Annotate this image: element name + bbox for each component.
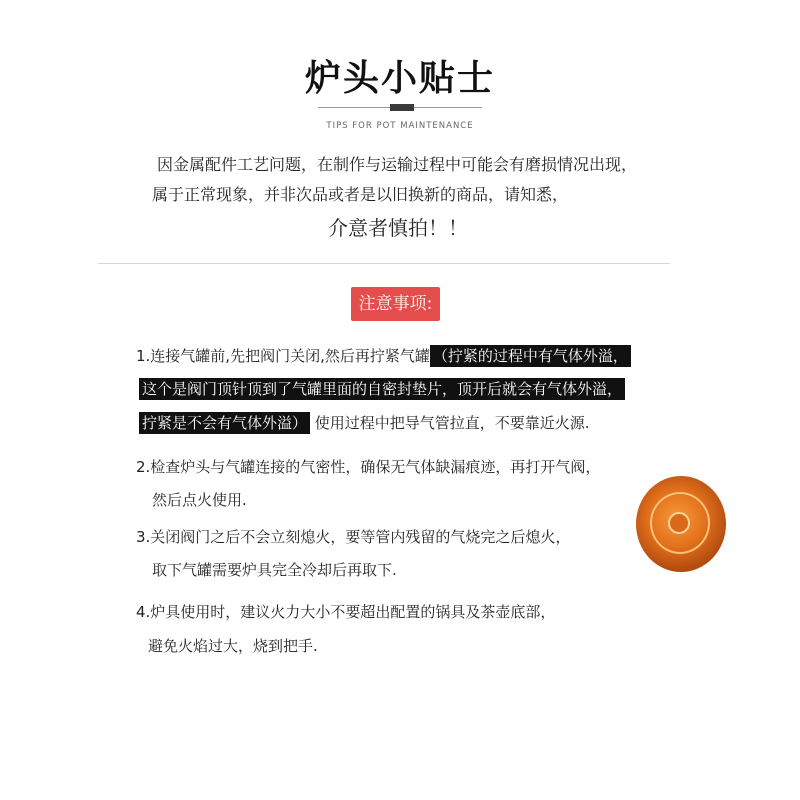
tip-1-highlight-3: 拧紧是不会有气体外溢） (139, 412, 310, 434)
tip-4-line-1: 4.炉具使用时，建议火力大小不要超出配置的锅具及茶壶底部， (136, 603, 556, 621)
tip-1-line-3 (139, 411, 590, 435)
tip-1-highlight-2: 这个是阀门顶针顶到了气罐里面的自密封垫片，顶开后就会有气体外溢， (139, 378, 625, 400)
tip-3-line-1: 3.关闭阀门之后不会立刻熄火，要等管内残留的气烧完之后熄火， (136, 528, 571, 546)
tip-2-line-2: 然后点火使用. (152, 491, 247, 509)
tip-1-text-end: 使用过程中把导气管拉直，不要靠近火源. (314, 414, 590, 432)
page-title: 炉头小贴士 (304, 58, 495, 99)
notice-label: 注意事项: (351, 287, 440, 321)
tip-2-line-1: 2.检查炉头与气罐连接的气密性，确保无气体缺漏痕迹，再打开气阀， (136, 458, 601, 476)
tip-1-highlight-1: （拧紧的过程中有气体外溢， (430, 345, 631, 367)
intro-line-3: 介意者慎拍！！ (328, 216, 468, 240)
intro-line-2: 属于正常现象，并非次品或者是以旧换新的商品，请知悉， (151, 185, 568, 204)
intro-line-1: 因金属配件工艺问题，在制作与运输过程中可能会有磨损情况出现， (156, 155, 637, 174)
section-divider (98, 263, 670, 264)
tip-3-line-2: 取下气罐需要炉具完全冷却后再取下. (152, 561, 397, 579)
tip-4-line-2: 避免火焰过大，烧到把手. (148, 637, 318, 655)
title-accent-bar (390, 104, 414, 111)
tip-1-line-2 (139, 377, 625, 401)
tip-1-line-1 (136, 344, 631, 368)
page-subtitle: TIPS FOR POT MAINTENANCE (326, 121, 474, 131)
tip-1-text: 1.连接气罐前,先把阀门关闭,然后再拧紧气罐 (136, 347, 430, 365)
gas-canister-valve (668, 512, 690, 534)
